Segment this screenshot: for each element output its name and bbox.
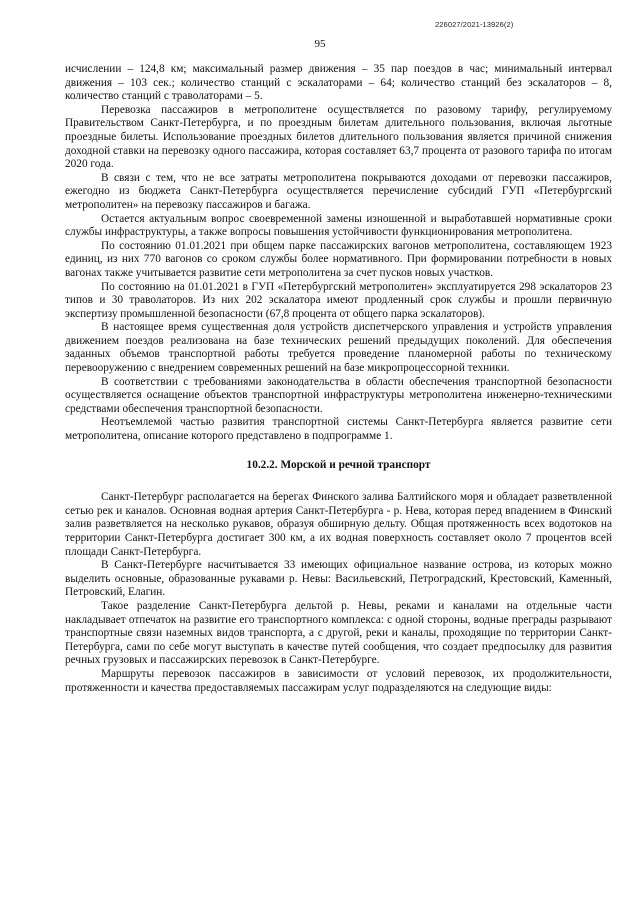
paragraph: исчислении – 124,8 км; максимальный размер движения – 35 пар поездов в час; минимальный интервал движения – 103 сек.; количество станций с эскалаторами – 64; количество станций без эскалаторов – 8, количество станций с траволаторами – 5. bbox=[65, 63, 612, 103]
paragraph: Перевозка пассажиров в метрополитене осуществляется по разовому тарифу, регулируемому Правительством Санкт-Петербурга, и по проездным билетам длительного пользования, включая льготные проездные билеты. Использование проездных билетов длительного пользования является причиной снижения доходной ставки на перевозку одного пассажира, которая составляет 63,7 процента от разового тарифа по итогам 2020 года. bbox=[65, 103, 612, 171]
paragraph: Маршруты перевозок пассажиров в зависимости от условий перевозок, их продолжительности, протяженности и качества предоставляемых пассажирам услуг подразделяются на следующие виды: bbox=[65, 667, 612, 694]
paragraph: В связи с тем, что не все затраты метрополитена покрываются доходами от перевозки пассажиров, ежегодно из бюджета Санкт-Петербурга осуществляется перечисление субсидий ГУП «Петербургский метрополитен» на перевозку пассажиров и багажа. bbox=[65, 171, 612, 211]
paragraph: В соответствии с требованиями законодательства в области обеспечения транспортной безопасности осуществляется оснащение объектов транспортной инфраструктуры метрополитена инженерно-техническими средствами обеспечения транспортной безопасности. bbox=[65, 375, 612, 415]
paragraph: По состоянию 01.01.2021 при общем парке пассажирских вагонов метрополитена, составляющем 1923 единиц, из них 770 вагонов со сроком службы более нормативного. При формировании потребности в новых вагонах также учитывается развитие сети метрополитена за счет пусков новых участков. bbox=[65, 239, 612, 279]
paragraph: В Санкт-Петербурге насчитывается 33 имеющих официальное название острова, из которых можно выделить основные, образованные рукавами р. Невы: Васильевский, Петроградский, Крестовский, Каменный, Петровский, Елагин. bbox=[65, 559, 612, 599]
page-number: 95 bbox=[314, 38, 326, 50]
section-heading: 10.2.2. Морской и речной транспорт bbox=[246, 458, 431, 471]
document-body bbox=[65, 63, 612, 695]
paragraph: Неотъемлемой частью развития транспортной системы Санкт-Петербурга является развитие сети метрополитена, описание которого представлено в подпрограмме 1. bbox=[65, 416, 612, 443]
paragraph: По состоянию на 01.01.2021 в ГУП «Петербургский метрополитен» эксплуатируется 298 эскалаторов 23 типов и 30 траволаторов. Из них 202 эскалатора имеют продленный срок службы и прошли первичную экспертизу промышленной безопасности (67,8 процента от общего парка эскалаторов). bbox=[65, 280, 612, 320]
document-id: 226027/2021-13926(2) bbox=[435, 20, 514, 29]
paragraph: Такое разделение Санкт-Петербурга дельтой р. Невы, реками и каналами на отдельные части накладывает отпечаток на развитие его транспортного комплекса: с одной стороны, водные преграды разрывают транспортные связи наземных видов транспорта, а с другой, реки и каналы, проходящие по территории Санкт-Петербурга, сами по себе могут выступать в качестве путей сообщения, что создает предпосылку для развития речных грузовых и пассажирских перевозок в Санкт-Петербурге. bbox=[65, 599, 612, 667]
paragraph: Санкт-Петербург располагается на берегах Финского залива Балтийского моря и обладает разветвленной сетью рек и каналов. Основная водная артерия Санкт-Петербурга - р. Нева, которая перед впадением в Финский залив разветвляется на несколько рукавов, образуя обширную дельту. Общая протяженность всех водотоков на территории Санкт-Петербурга достигает 300 км, а их водная поверхность составляет около 7 процентов всей площади Санкт-Петербурга. bbox=[65, 491, 612, 558]
paragraph: В настоящее время существенная доля устройств диспетчерского управления и устройств управления движением поездов реализована на базе технических решений предыдущих поколений. Для обеспечения заданных объемов транспортной работы требуется проведение планомерной работы по техническому перевооружению с внедрением современных решений на базе микропроцессорной техники. bbox=[65, 321, 612, 375]
paragraph: Остается актуальным вопрос своевременной замены изношенной и выработавшей нормативные сроки службы инфраструктуры, а также вопросы повышения устойчивости функционирования метрополитена. bbox=[65, 212, 612, 239]
